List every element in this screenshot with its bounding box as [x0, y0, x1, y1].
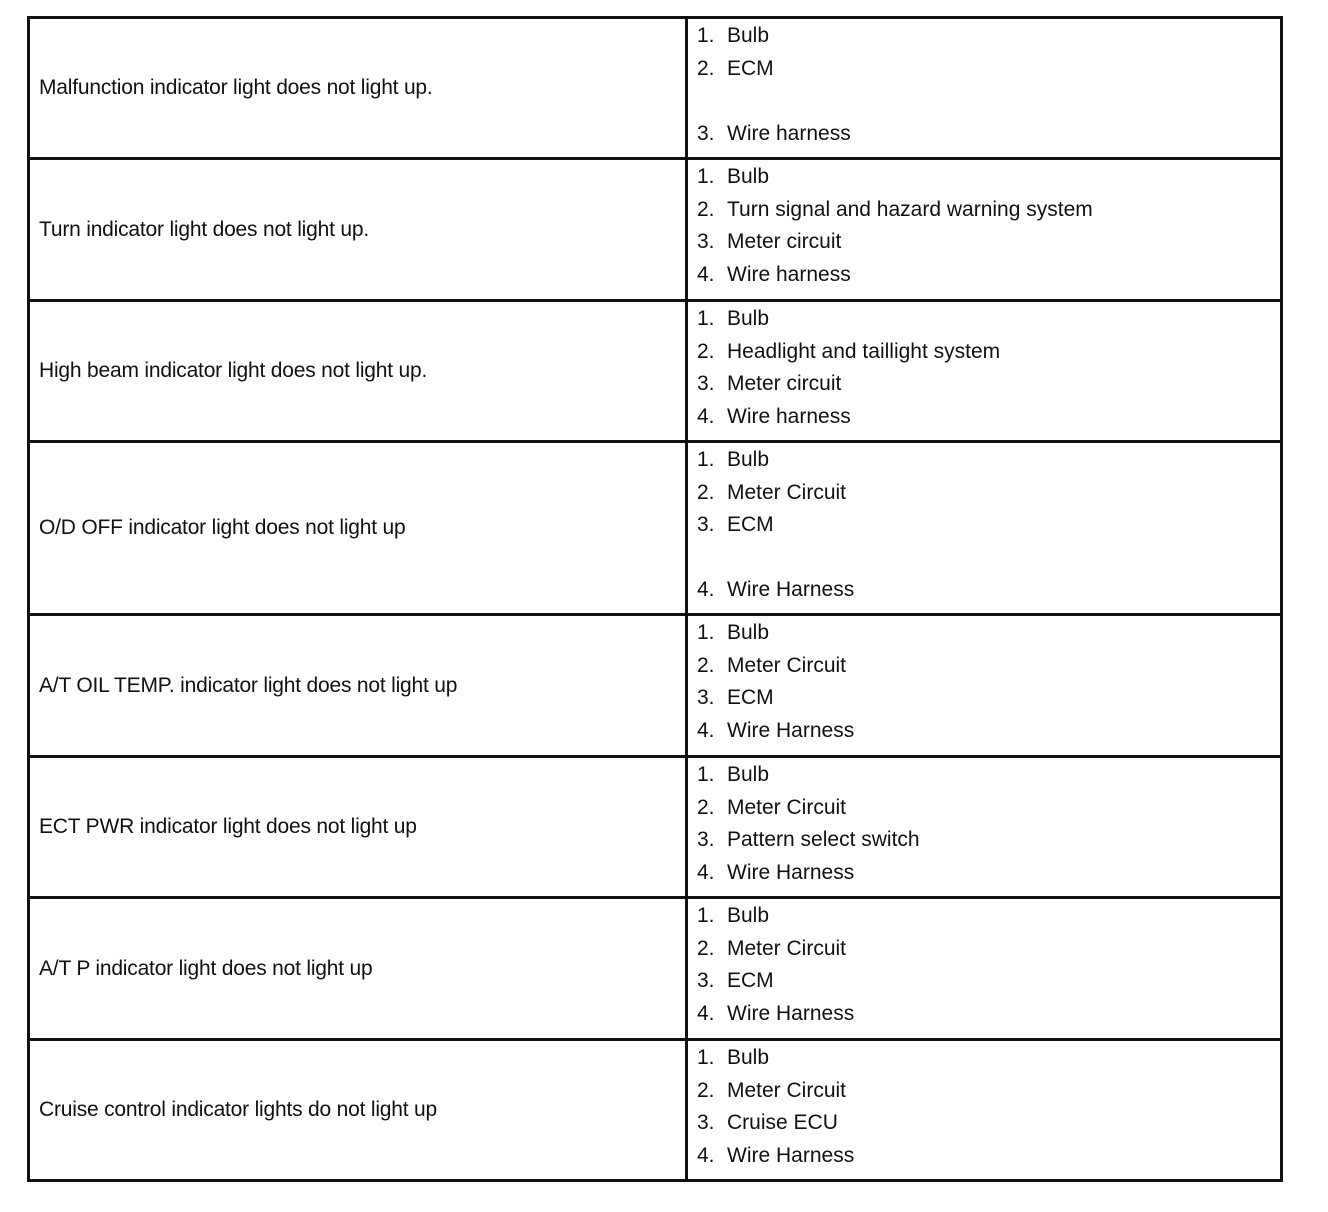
- cause-item: [697, 118, 851, 150]
- cause-text: ECM: [727, 513, 774, 536]
- symptom-cell: [30, 1041, 688, 1179]
- cause-item: [697, 401, 851, 433]
- cause-number: 3.: [697, 828, 715, 851]
- cause-text: ECM: [727, 56, 774, 80]
- cause-item: [697, 161, 769, 193]
- cause-item: [697, 1042, 769, 1074]
- table-row: [30, 443, 1280, 616]
- cause-number: 1.: [697, 165, 715, 188]
- cause-text: Headlight and taillight system: [727, 339, 1001, 363]
- cause-text: Wire Harness: [727, 718, 855, 742]
- cause-text: Wire Harness: [727, 578, 855, 601]
- cause-text: Bulb: [727, 1046, 770, 1069]
- cause-item: [697, 477, 846, 509]
- cause-number: 2.: [697, 339, 715, 363]
- causes-cell: [688, 1041, 1280, 1179]
- cause-number: 4.: [697, 718, 715, 742]
- table-row: [30, 19, 1280, 160]
- cause-number: 2.: [697, 653, 715, 677]
- table-row: [30, 1041, 1280, 1179]
- causes-cell: [688, 302, 1280, 440]
- cause-item: [697, 226, 841, 258]
- cause-number: 3.: [697, 230, 715, 253]
- cause-text: ECM: [727, 969, 774, 992]
- cause-text: Meter Circuit: [727, 480, 847, 504]
- cause-item: [697, 194, 1093, 226]
- cause-text: Wire Harness: [727, 1143, 855, 1167]
- cause-text: Meter Circuit: [727, 653, 847, 677]
- symptom-cell: [30, 19, 688, 157]
- table-row: [30, 160, 1280, 302]
- cause-text: Bulb: [727, 904, 770, 927]
- cause-text: Wire harness: [727, 404, 851, 428]
- cause-text: Meter Circuit: [727, 936, 847, 960]
- cause-text: Wire harness: [727, 121, 851, 145]
- cause-text: Bulb: [727, 448, 770, 471]
- symptom-text: Malfunction indicator light does not light up.: [39, 76, 433, 99]
- cause-text: ECM: [727, 686, 774, 709]
- cause-number: 2.: [697, 1078, 715, 1102]
- cause-item: [697, 1140, 854, 1172]
- symptom-cell: [30, 758, 688, 896]
- cause-number: 1.: [697, 448, 715, 471]
- cause-item: [697, 509, 774, 541]
- causes-cell: [688, 899, 1280, 1038]
- symptom-text: O/D OFF indicator light does not light up: [39, 516, 406, 539]
- symptom-cell: [30, 616, 688, 755]
- cause-item: [697, 792, 846, 824]
- cause-number: 4.: [697, 1143, 715, 1167]
- cause-number: 3.: [697, 1111, 715, 1134]
- cause-number: 1.: [697, 307, 715, 330]
- cause-number: 4.: [697, 860, 715, 884]
- cause-text: Meter Circuit: [727, 795, 847, 819]
- symptom-text: ECT PWR indicator light does not light up: [39, 815, 417, 838]
- cause-item: [697, 336, 1000, 368]
- causes-cell: [688, 19, 1280, 157]
- cause-number: 2.: [697, 795, 715, 819]
- cause-item: [697, 444, 769, 476]
- cause-item: [697, 682, 774, 714]
- cause-text: Turn signal and hazard warning system: [727, 197, 1093, 221]
- cause-text: Meter circuit: [727, 230, 842, 253]
- symptom-text: A/T P indicator light does not light up: [39, 956, 373, 980]
- causes-cell: [688, 758, 1280, 896]
- cause-item: [697, 715, 854, 747]
- cause-text: Meter circuit: [727, 372, 842, 395]
- table-row: [30, 616, 1280, 758]
- cause-number: 4.: [697, 262, 715, 286]
- symptom-cell: [30, 302, 688, 440]
- cause-text: Cruise ECU: [727, 1111, 838, 1134]
- symptom-text: High beam indicator light does not light up.: [39, 359, 428, 382]
- cause-text: Bulb: [727, 307, 770, 330]
- cause-item: [697, 857, 854, 889]
- table-row: [30, 302, 1280, 443]
- cause-item: [697, 933, 846, 965]
- cause-item: [697, 900, 769, 932]
- cause-number: 3.: [697, 121, 715, 145]
- cause-text: Pattern select switch: [727, 828, 920, 851]
- cause-text: Bulb: [727, 24, 770, 47]
- cause-item: [697, 1075, 846, 1107]
- cause-item: [697, 53, 774, 85]
- cause-item: [697, 368, 841, 400]
- cause-number: 4.: [697, 404, 715, 428]
- cause-number: 1.: [697, 621, 715, 644]
- cause-text: Wire Harness: [727, 1001, 855, 1025]
- cause-item: [697, 965, 774, 997]
- causes-cell: [688, 160, 1280, 299]
- cause-text: Bulb: [727, 165, 770, 188]
- cause-item: [697, 574, 854, 606]
- cause-item: [697, 303, 769, 335]
- table-row: [30, 899, 1280, 1041]
- cause-item: [697, 20, 769, 52]
- cause-number: 3.: [697, 686, 715, 709]
- cause-number: 1.: [697, 1046, 715, 1069]
- cause-item: [697, 650, 846, 682]
- cause-number: 1.: [697, 24, 715, 47]
- cause-item: [697, 824, 920, 856]
- cause-text: Wire harness: [727, 262, 851, 286]
- symptom-cell: [30, 899, 688, 1038]
- cause-item: [697, 1107, 838, 1139]
- cause-number: 1.: [697, 763, 715, 786]
- cause-number: 2.: [697, 56, 715, 80]
- symptom-cell: [30, 160, 688, 299]
- symptom-text: A/T OIL TEMP. indicator light does not light up: [39, 673, 458, 697]
- symptom-text: Turn indicator light does not light up.: [39, 217, 369, 241]
- cause-text: Bulb: [727, 621, 770, 644]
- cause-number: 3.: [697, 372, 715, 395]
- cause-number: 2.: [697, 197, 715, 221]
- diagnosis-table: [27, 16, 1283, 1182]
- cause-item: [697, 998, 854, 1030]
- causes-cell: [688, 443, 1280, 613]
- cause-number: 4.: [697, 578, 715, 601]
- cause-number: 2.: [697, 480, 715, 504]
- cause-number: 3.: [697, 969, 715, 992]
- cause-item: [697, 759, 769, 791]
- causes-cell: [688, 616, 1280, 755]
- cause-text: Bulb: [727, 763, 770, 786]
- table-row: [30, 758, 1280, 899]
- cause-item: [697, 617, 769, 649]
- cause-text: Wire Harness: [727, 860, 855, 884]
- cause-number: 1.: [697, 904, 715, 927]
- symptom-text: Cruise control indicator lights do not light up: [39, 1098, 437, 1121]
- cause-number: 4.: [697, 1001, 715, 1025]
- cause-number: 2.: [697, 936, 715, 960]
- cause-text: Meter Circuit: [727, 1078, 847, 1102]
- cause-item: [697, 259, 851, 291]
- cause-number: 3.: [697, 513, 715, 536]
- symptom-cell: [30, 443, 688, 613]
